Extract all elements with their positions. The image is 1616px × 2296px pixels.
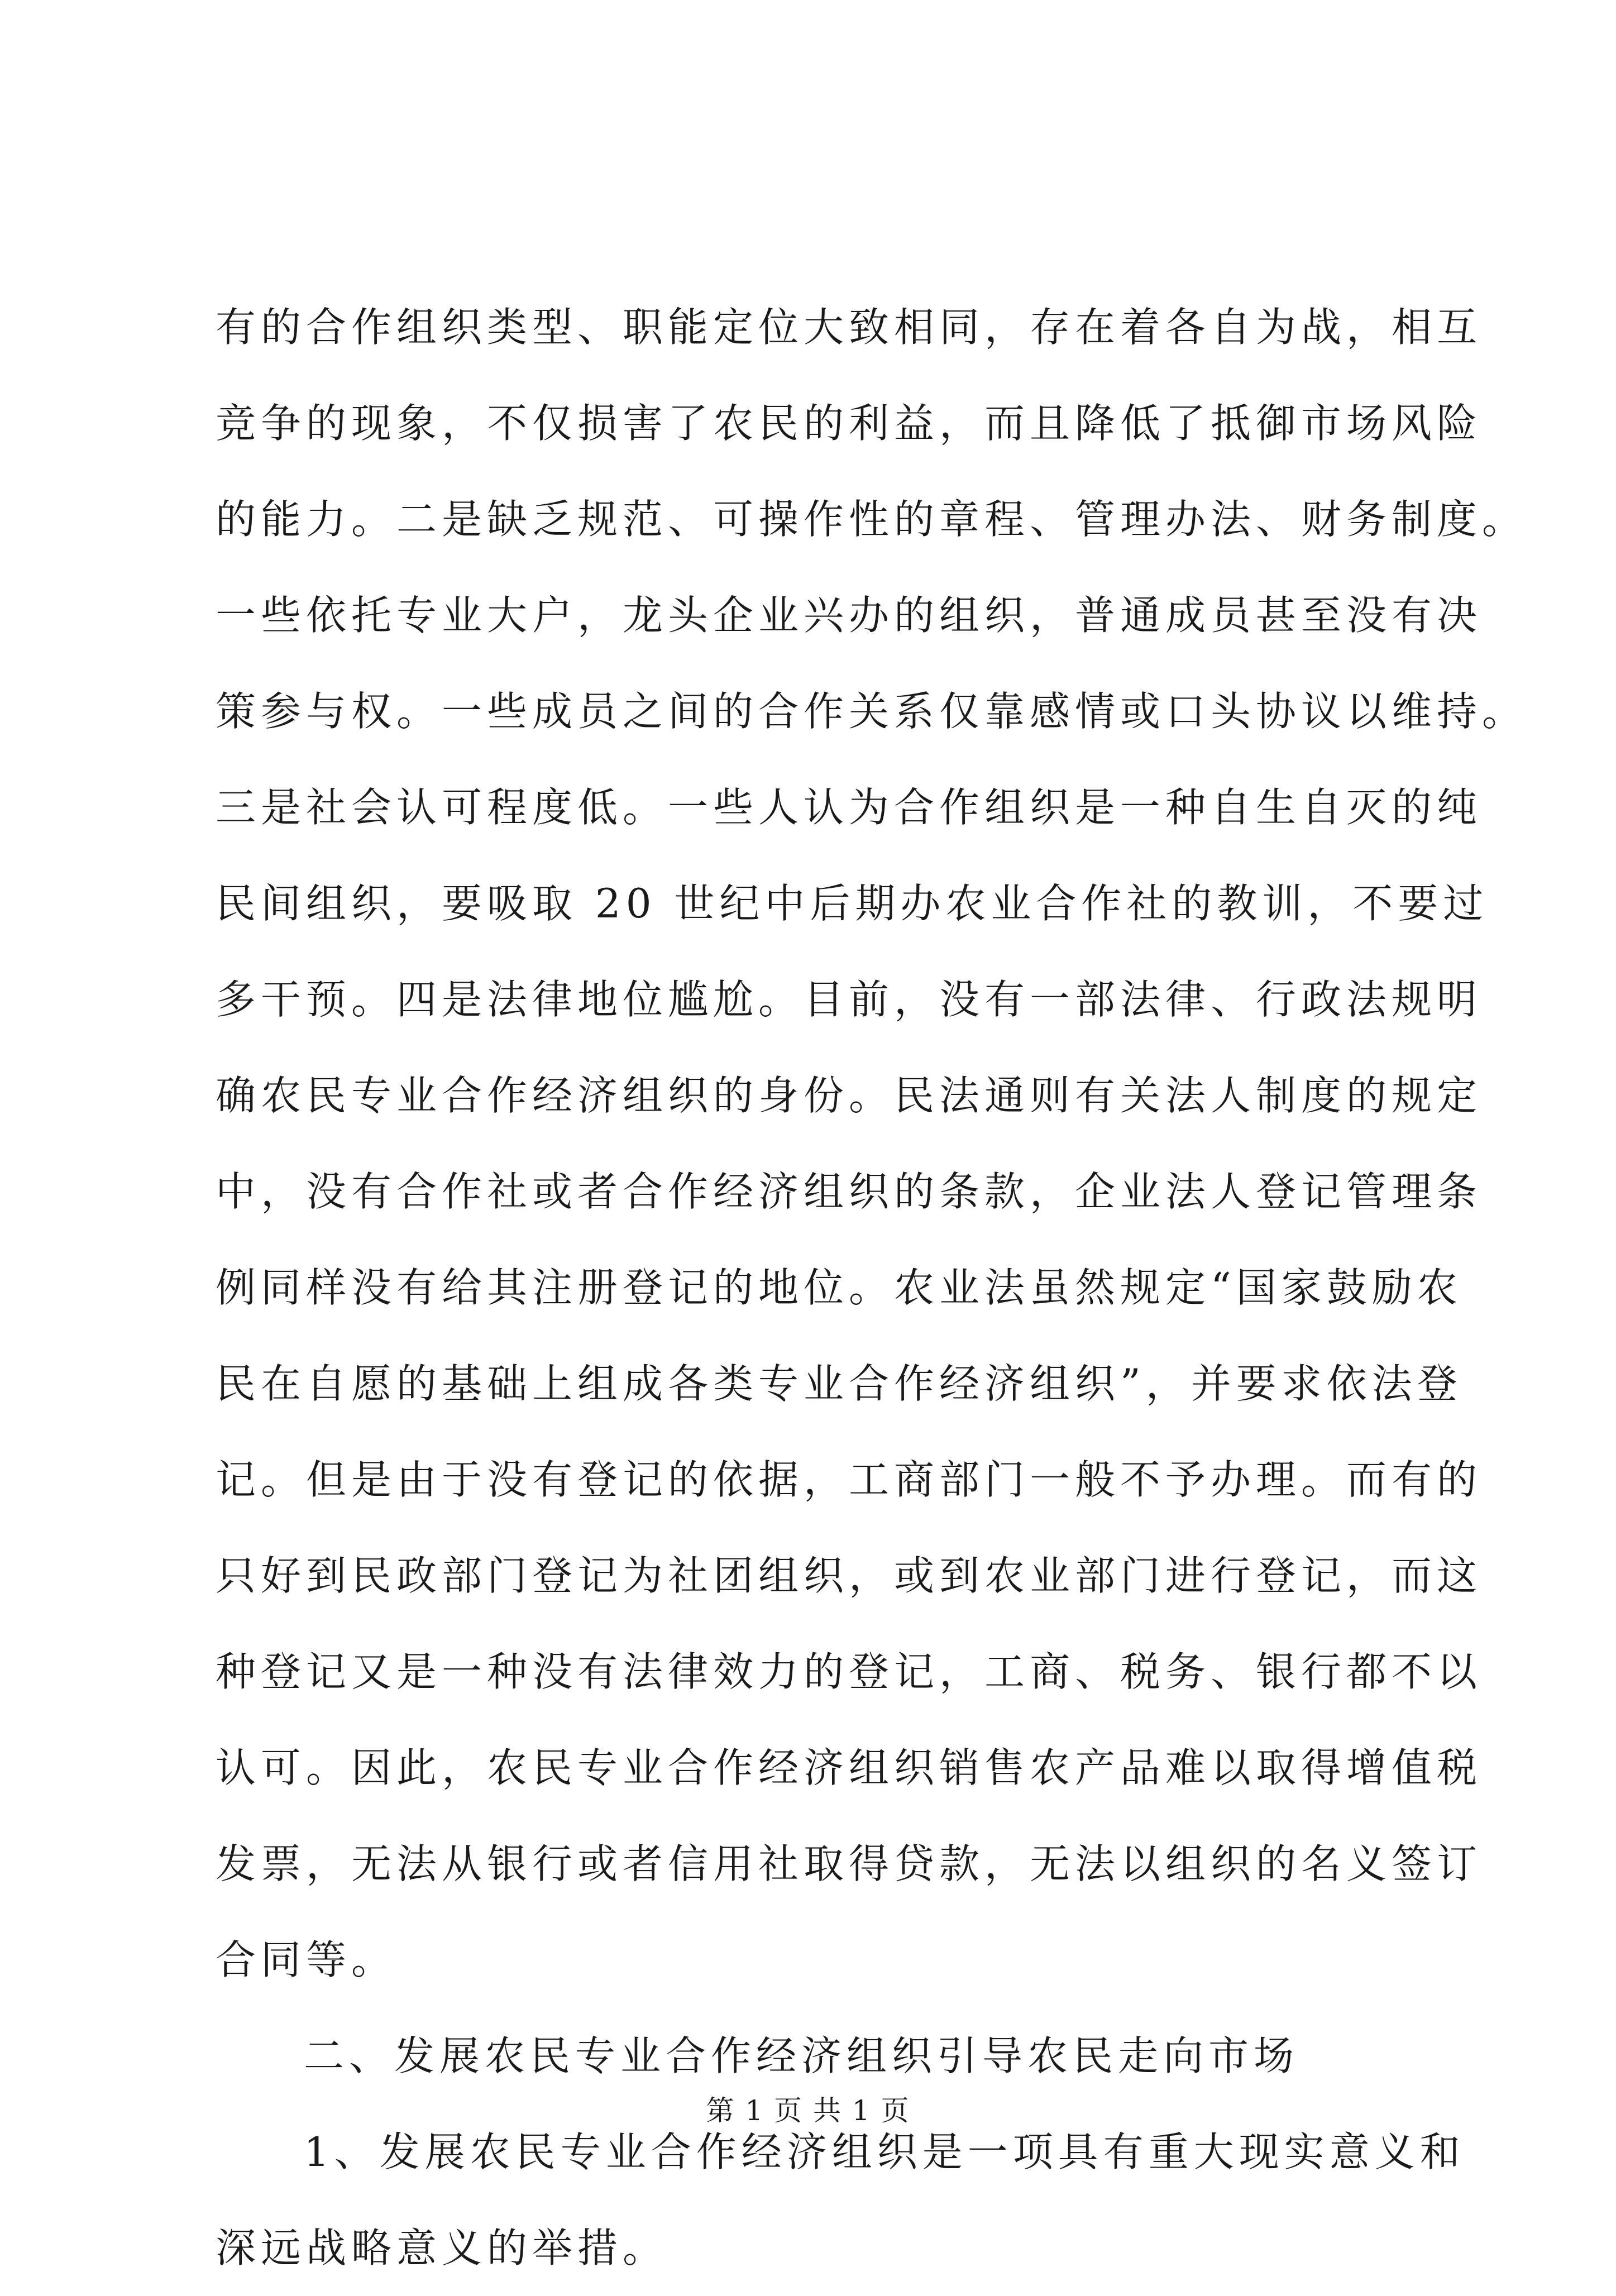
subsection-line: 1、发展农民专业合作经济组织是一项具有重大现实意义和 xyxy=(304,2128,1465,2175)
page-footer: 第 1 页 共 1 页 xyxy=(706,2094,910,2127)
text-line: 只好到民政部门登记为社团组织，或到农业部门进行登记，而这 xyxy=(216,1552,1483,1599)
text-line: 合同等。 xyxy=(216,1936,397,1983)
text-line: 认可。因此，农民专业合作经济组织销售农产品难以取得增值税 xyxy=(216,1744,1483,1791)
text-line: 种登记又是一种没有法律效力的登记，工商、税务、银行都不以 xyxy=(216,1648,1483,1695)
text-line: 策参与权。一些成员之间的合作关系仅靠感情或口头协议以维持。 xyxy=(216,688,1528,735)
text-line: 确农民专业合作经济组织的身份。民法通则有关法人制度的规定 xyxy=(216,1072,1483,1119)
text-line: 有的合作组织类型、职能定位大致相同，存在着各自为战，相互 xyxy=(216,304,1483,351)
text-line: 中，没有合作社或者合作经济组织的条款，企业法人登记管理条 xyxy=(216,1168,1483,1215)
body-text xyxy=(216,279,1528,2296)
section-heading: 二、发展农民专业合作经济组织引导农民走向市场 xyxy=(304,2032,1299,2079)
text-line: 深远战略意义的举措。 xyxy=(216,2225,668,2271)
text-line: 三是社会认可程度低。一些人认为合作组织是一种自生自灭的纯 xyxy=(216,784,1483,831)
text-line: 例同样没有给其注册登记的地位。农业法虽然规定“国家鼓励农 xyxy=(216,1264,1462,1311)
text-line: 民间组织，要吸取 20 世纪中后期办农业合作社的教训，不要过 xyxy=(216,880,1489,927)
text-line: 民在自愿的基础上组成各类专业合作经济组织”，并要求依法登 xyxy=(216,1360,1462,1407)
text-line: 一些依托专业大户，龙头企业兴办的组织，普通成员甚至没有决 xyxy=(216,592,1483,639)
text-line: 记。但是由于没有登记的依据，工商部门一般不予办理。而有的 xyxy=(216,1456,1483,1503)
text-line: 多干预。四是法律地位尴尬。目前，没有一部法律、行政法规明 xyxy=(216,976,1483,1023)
text-line: 的能力。二是缺乏规范、可操作性的章程、管理办法、财务制度。 xyxy=(216,496,1528,543)
text-line: 发票，无法从银行或者信用社取得贷款，无法以组织的名义签订 xyxy=(216,1840,1483,1887)
text-line: 竞争的现象，不仅损害了农民的利益，而且降低了抵御市场风险 xyxy=(216,400,1483,447)
